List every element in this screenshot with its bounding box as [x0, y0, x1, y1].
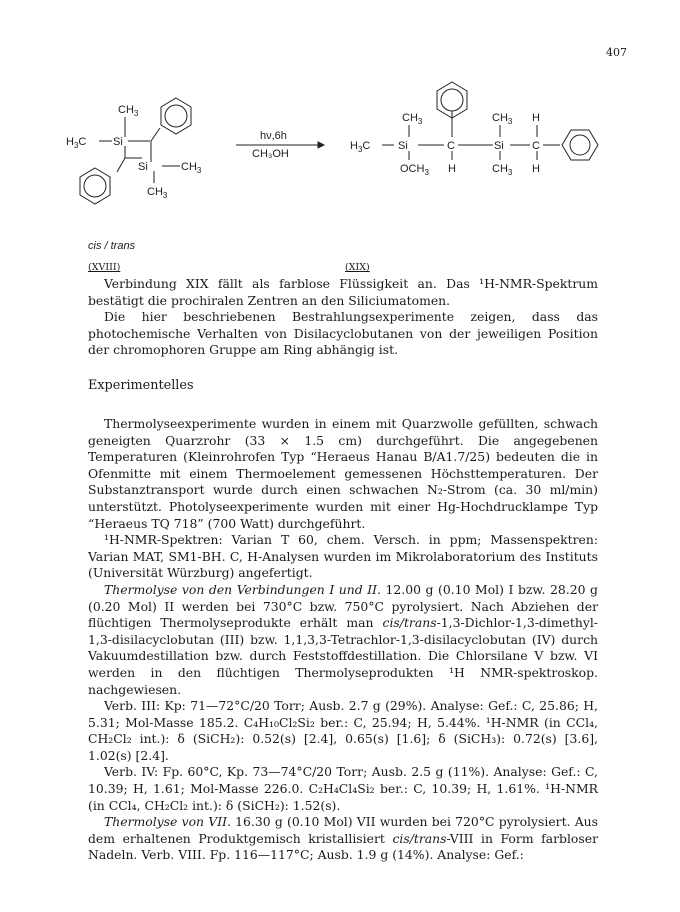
svg-text:OCH3: $OCH_3$: [400, 163, 429, 177]
svg-text:H: H: [532, 163, 540, 175]
svg-text:H: H: [532, 112, 540, 124]
svg-text:H3C: $H_3C$: [350, 140, 371, 154]
svg-text:CH3: $CH_3$: [492, 112, 513, 126]
svg-text:Si: Si: [113, 136, 123, 148]
svg-text:H3C: $H_3C$: [66, 136, 87, 150]
svg-text:CH3: $CH_3$: [402, 112, 423, 126]
page-number: 407: [606, 46, 627, 59]
reaction-scheme: [0, 80, 680, 230]
arrow-condition-top: hν,6h: [260, 130, 287, 142]
svg-text:Si: Si: [494, 140, 504, 152]
svg-text:CH3: $CH_3$: [147, 186, 168, 200]
svg-text:Si: Si: [138, 161, 148, 173]
arrow-condition-bottom: CH₃OH: [252, 148, 289, 160]
svg-text:CH3: $CH_3$: [118, 104, 139, 118]
svg-text:Si: Si: [398, 140, 408, 152]
paragraph: Verb. III: Kp: 71—72°C/20 Torr; Ausb. 2.7 g (29%). Analyse: Gef.: C, 25.86; H, 5.31; Mol-Masse 185.2. C₄H₁₀Cl₂Si₂ ber.: C, 25.94; H, 5.44%. ¹H-NMR (in CCl₄, CH₂Cl₂ int.): δ (SiCH₂): 0.52(s) [2.4], 0.65(s) [1.6]; δ (SiCH₃): 0.72(s) [3.6], 1.02(s) [2.4].: [88, 698, 598, 763]
isomer-label: cis / trans: [88, 240, 136, 252]
svg-text:H: H: [448, 163, 456, 175]
experimental-text: [88, 416, 598, 864]
svg-text:CH3: $CH_3$: [492, 163, 513, 177]
paragraph-title: Thermolyse von den Verbindungen I und II.: [104, 581, 381, 597]
section-heading: Experimentelles: [88, 378, 194, 393]
paragraph: Thermolyse von den Verbindungen I und II. 12.00 g (0.10 Mol) I bzw. 28.20 g (0.20 Mol) II werden bei 730°C bzw. 750°C pyrolysiert. Nach Abziehen der flüchtigen Thermolyseprodukte erhält man cis/trans-1,3-Dichlor-1,3-dimethyl-1,3-disilacyclobutan (III) bzw. 1,1,3,3-Tetrachlor-1,3-disilacyclobutan (IV) durch Vakuumdestillation bzw. durch Feststoffdestillation. Die Chlorsilane V bzw. VI werden in den flüchtigen Thermolyseprodukten ¹H NMR-spektroskop. nachgewiesen.: [88, 581, 598, 697]
compound-label-left: (XVIII): [88, 262, 121, 273]
paragraph: ¹H-NMR-Spektren: Varian T 60, chem. Versch. in ppm; Massenspektren: Varian MAT, SM1-BH. C, H-Analysen wurden im Mikrolaboratorium des Instituts (Universität Würzburg) angefertigt.: [88, 532, 598, 581]
paragraph-title: Thermolyse von VII.: [104, 814, 231, 830]
compound-label-right: (XIX): [345, 262, 370, 273]
svg-text:C: C: [447, 140, 455, 152]
svg-text:C: C: [532, 140, 540, 152]
paragraph: Verbindung XIX fällt als farblose Flüssigkeit an. Das ¹H-NMR-Spektrum bestätigt die prochiralen Zentren an den Siliciumatomen.: [88, 276, 598, 308]
paragraph: Thermolyseexperimente wurden in einem mit Quarzwolle gefüllten, schwach geneigten Quarzrohr (33 × 1.5 cm) durchgeführt. Die angegebenen Temperaturen (Kleinrohrofen Typ “Heraeus Hanau B/A1.7/25) bedeuten die in Ofenmitte mit einem Thermoelement gemessenen Höchsttemperaturen. Der Substanztransport wurde durch einen schwachen N₂-Strom (ca. 30 ml/min) unterstützt. Photolyseexperimente wurden mit einer Hg-Hochdrucklampe Typ “Heraeus TQ 718” (700 Watt) durchgeführt.: [88, 416, 598, 531]
paragraph: Verb. IV: Fp. 60°C, Kp. 73—74°C/20 Torr; Ausb. 2.5 g (11%). Analyse: Gef.: C, 10.39; H, 1.61; Mol-Masse 226.0. C₂H₄Cl₄Si₂ ber.: C, 10.39; H, 1.61%. ¹H-NMR (in CCl₄, CH₂Cl₂ int.): δ (SiCH₂): 1.52(s).: [88, 764, 598, 813]
intro-text: [88, 276, 598, 359]
paragraph: Thermolyse von VII. 16.30 g (0.10 Mol) VII wurden bei 720°C pyrolysiert. Aus dem erhaltenen Produktgemisch kristallisiert cis/trans-VIII in Form farbloser Nadeln. Verb. VIII. Fp. 116—117°C; Ausb. 1.9 g (14%). Analyse: Gef.:: [88, 814, 599, 863]
paragraph: Die hier beschriebenen Bestrahlungsexperimente zeigen, dass das photochemische Verhalten von Disilacyclobutanen von der jeweiligen Position der chromophoren Gruppe am Ring abhängig ist.: [88, 309, 598, 358]
svg-text:CH3: $CH_3$: [181, 161, 202, 175]
